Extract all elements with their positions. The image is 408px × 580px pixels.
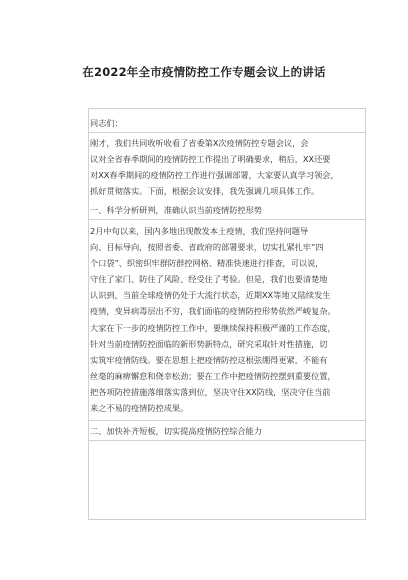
paragraph-line: 抓好贯彻落实。下面，根据会议安排，我先强调几项具体工作。 [90, 186, 320, 196]
salutation: 同志们： [90, 118, 123, 128]
section-heading: 二、加快补齐短板，切实提高疫情防控综合能力 [90, 426, 262, 436]
paragraph-line: 对XX春季期间的疫情防控工作进行强调部署，大家要认真学习领会， [90, 170, 339, 180]
paragraph-line: 刚才，我们共同收听收看了省委第X次疫情防控专题会议，会 [90, 138, 309, 148]
paragraph-line: 丝毫的麻痹懈怠和侥幸松劲；要在工作中把疫情防控摆到重要位置， [90, 371, 336, 381]
paragraph-line: 针对当前疫情防控面临的新形势新特点，研究采取针对性措施，切 [90, 339, 328, 349]
section-heading: 一、科学分析研判，准确认识当前疫情防控形势 [90, 205, 262, 215]
paragraph-line: 来之不易的疫情防控成果。 [90, 403, 189, 413]
paragraph-line: 认识到，当前全球疫情仍处于大流行状态，近期XX等地又陆续发生 [90, 290, 331, 300]
paragraph-line: 2月中旬以来，国内多地出现散发本土疫情，我们坚持问题导 [90, 226, 309, 236]
divider [88, 132, 365, 133]
paragraph-line: 把各项防控措施落细落实落到位，坚决守住XX防线，坚决守住当前 [90, 387, 331, 397]
divider [88, 219, 365, 220]
paragraph-line: 议对全省春季期间的疫情防控工作提出了明确要求，稍后，XX还要 [90, 154, 331, 164]
paragraph-line: 个口袋”、织密织牢群防群控网格、精准快速进行排查，可以说， [90, 258, 324, 268]
paragraph-line: 疫情，变异病毒层出不穷，我们面临的疫情防控形势依然严峻复杂。 [90, 306, 336, 316]
divider [88, 420, 365, 421]
paragraph-line: 向、目标导向，按照省委、省政府的部署要求，切实扎紧扎牢“四 [90, 242, 324, 252]
paragraph-line: 大家在下一步的疫情防控工作中，要继续保持积极严谨的工作态度， [90, 323, 336, 333]
paragraph-line: 守住了家门、防住了风险、经受住了考验。但是，我们也要清楚地 [90, 274, 328, 284]
divider [88, 440, 365, 441]
paragraph-line: 实筑牢疫情防线。要在思想上把疫情防控这根弦绷得更紧，不能有 [90, 355, 328, 365]
document-title: 在2022年全市疫情防控工作专题会议上的讲话 [82, 65, 326, 79]
